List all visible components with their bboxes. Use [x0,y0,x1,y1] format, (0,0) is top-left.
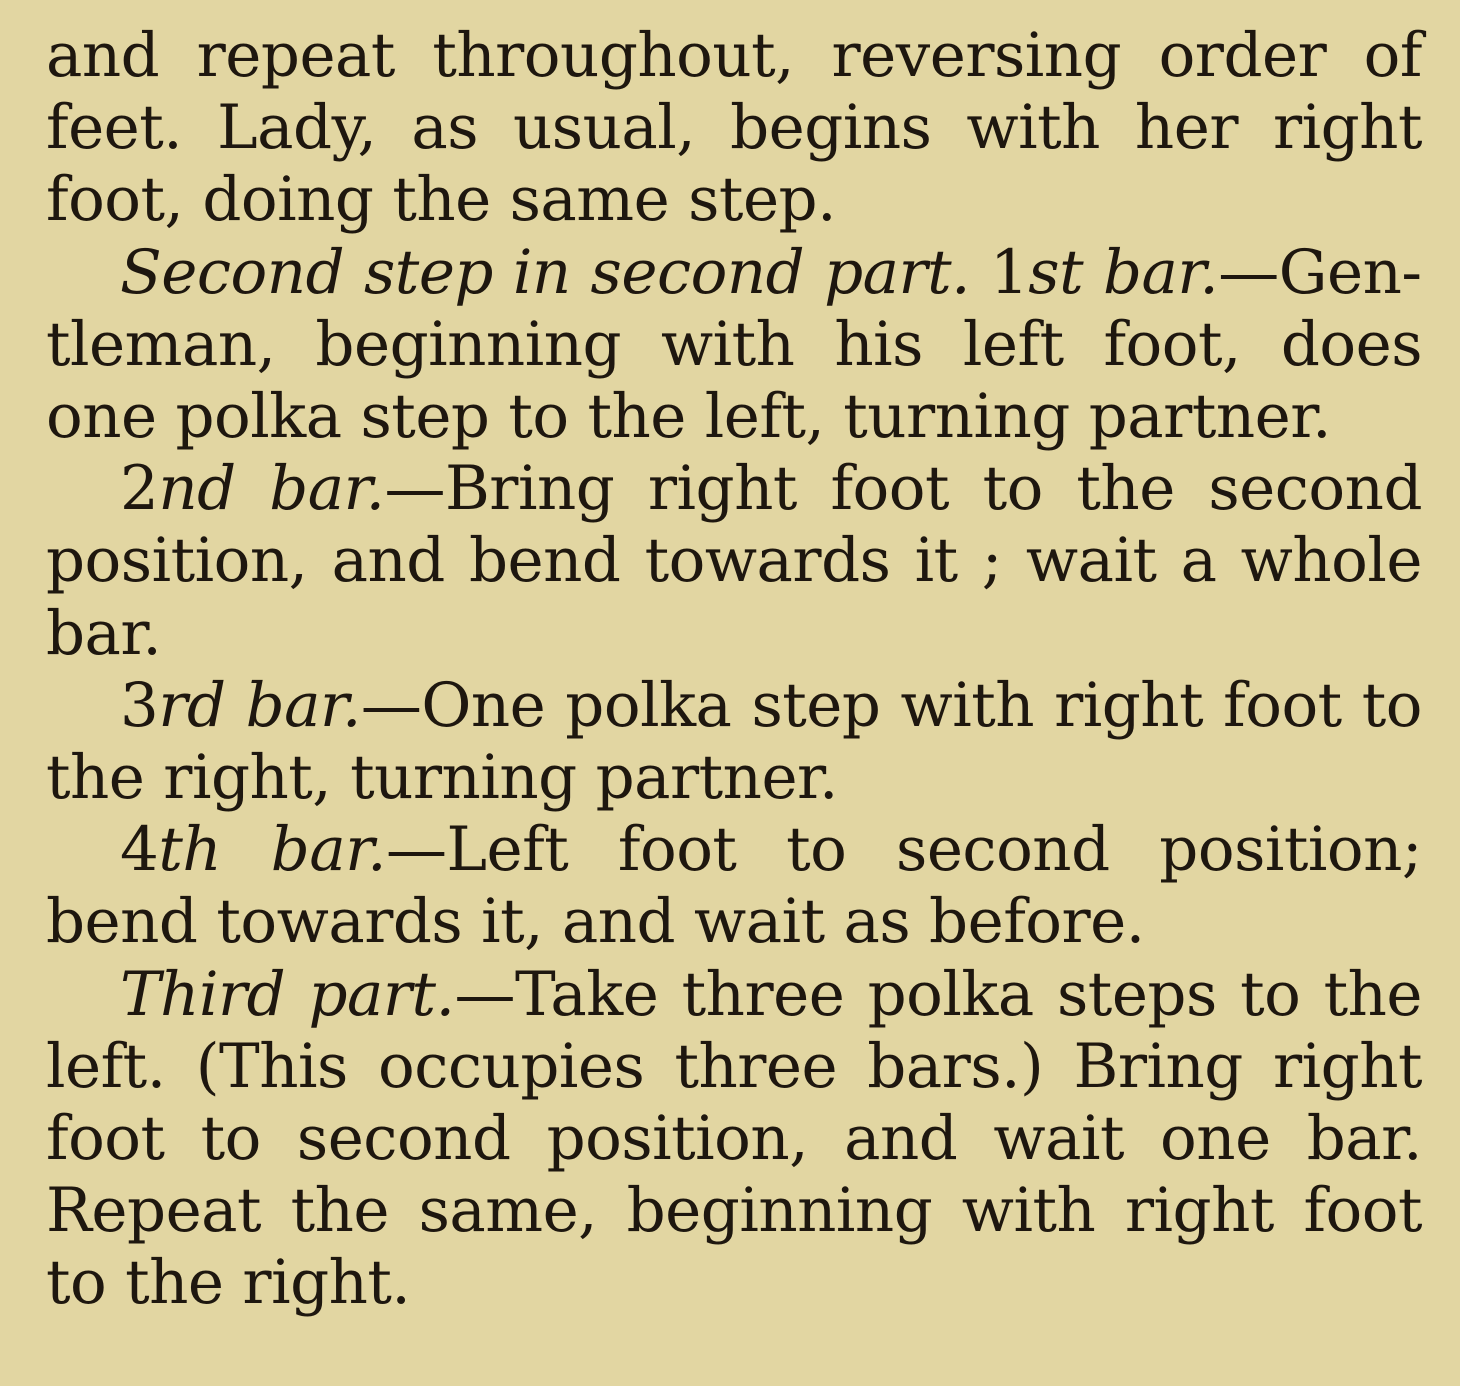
text-run-italic: Third part. [120,958,455,1030]
text-run: —One polka step with right foot to the right, turning partner. [46,669,1422,814]
text-run: —Take three polka steps to the left. (This occupies three bars.) Bring right foot to second position, and wait one bar. Repeat the same, beginning with right foot to the right. [46,958,1422,1319]
text-run: —Gentleman, beginning with his left foot, does one polka step to the left, turning partner. [46,236,1422,453]
paragraph-6 [46,959,1422,1320]
paragraph-2 [46,237,1422,454]
text-run-italic: Second step in second part. [120,236,971,308]
paragraph-5 [46,814,1422,958]
text-run: 3 [120,669,159,741]
text-run-italic: st bar. [1028,236,1219,308]
text-run: 2 [120,453,159,525]
text-run: —Left foot to second position; bend towards it, and wait as before. [46,814,1422,958]
paragraph-3 [46,453,1422,670]
text-run: —Bring right foot to the second position, and bend towards it ; wait a whole bar. [46,453,1422,669]
text-run: and repeat throughout, reversing order of feet. Lady, as usual, begins with her right foot, doing the same step. [46,20,1422,236]
paragraph-4 [46,670,1422,814]
text-run: 1 [970,236,1029,308]
text-run-italic: th bar. [158,814,387,886]
text-run-italic: rd bar. [158,669,361,741]
body-text [46,20,1422,1320]
text-run-italic: nd bar. [158,453,385,525]
paragraph-1 [46,20,1422,237]
text-run: 4 [120,814,159,886]
